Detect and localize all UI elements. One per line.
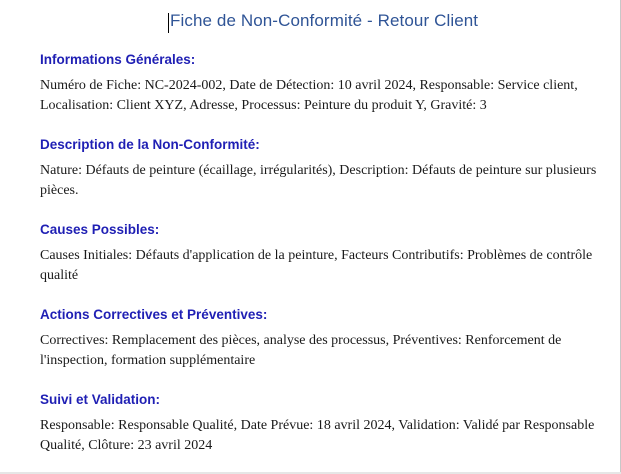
section-description (40, 136, 620, 201)
document-title: Fiche de Non-Conformité - Retour Client (170, 11, 479, 30)
section-causes-possibles (40, 221, 620, 286)
section-text: Correctives: Remplacement des pièces, analyse des processus, Préventives: Renforcement de l'inspection, formation supplémentaire (40, 333, 562, 368)
text-cursor (168, 13, 169, 33)
section-heading: Suivi et Validation: (40, 392, 161, 407)
section-heading: Causes Possibles: (40, 222, 160, 237)
section-suivi-validation (40, 391, 620, 456)
section-text: Causes Initiales: Défauts d'application de la peinture, Facteurs Contributifs: Problèmes de contrôle qualité (40, 248, 593, 283)
section-text: Responsable: Responsable Qualité, Date Prévue: 18 avril 2024, Validation: Validé par Responsable Qualité, Clôture: 23 avril 2024 (40, 418, 595, 453)
section-heading: Description de la Non-Conformité: (40, 137, 260, 152)
section-heading: Informations Générales: (40, 52, 196, 67)
section-text: Nature: Défauts de peinture (écaillage, irrégularités), Description: Défauts de peinture sur plusieurs pièces. (40, 163, 597, 198)
section-heading: Actions Correctives et Préventives: (40, 307, 268, 322)
section-informations-generales (40, 51, 620, 116)
section-actions (40, 306, 620, 371)
section-text: Numéro de Fiche: NC-2024-002, Date de Détection: 10 avril 2024, Responsable: Service client, Localisation: Client XYZ, Adresse, Processus: Peinture du produit Y, Gravité: 3 (40, 78, 578, 113)
